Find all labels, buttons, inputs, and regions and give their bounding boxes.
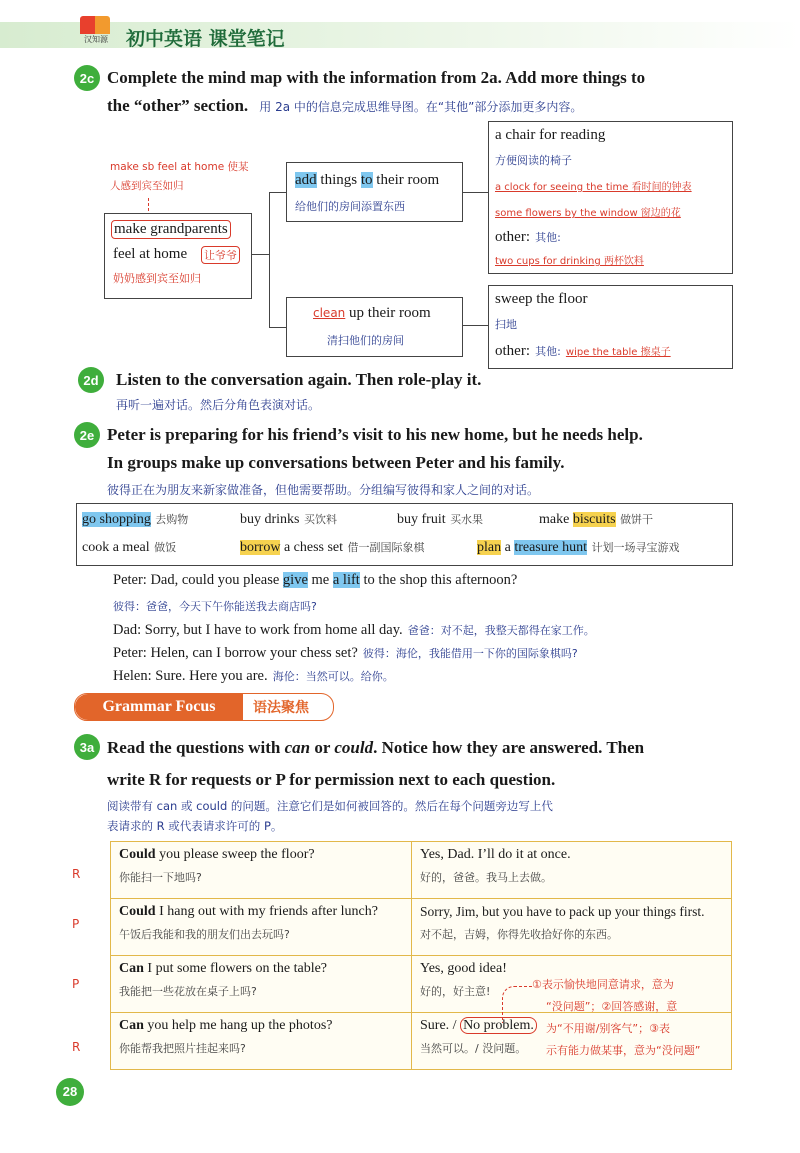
2c-line2-cn: 用 2a 中的信息完成思维导图。在“其他”部分添加更多内容。 <box>259 100 583 114</box>
q-bold: Could <box>119 847 156 862</box>
dialog-line-4 <box>113 665 394 685</box>
mark-row-2: P <box>72 917 80 931</box>
mindmap-add-box <box>286 162 463 222</box>
badge-2c: 2c <box>74 65 100 91</box>
q-text: I put some flowers on the table? <box>143 961 328 976</box>
2e-cn: 彼得正在为朋友来新家做准备，但他需要帮助。分组编写彼得和家人之间的对话。 <box>107 483 540 497</box>
clean-line <box>313 305 431 322</box>
q-text: you help me hang up the photos? <box>143 1018 333 1033</box>
q-bold: Can <box>119 961 144 976</box>
mindmap-add-details-box <box>488 121 733 274</box>
clean-word: clean <box>313 306 346 320</box>
make-word: make <box>539 512 573 527</box>
badge-2d: 2d <box>78 367 104 393</box>
3a-line2: write R for requests or P for permission next to each question. <box>107 770 556 789</box>
q-cn: 你能扫一下地吗? <box>119 871 202 884</box>
r1-other <box>495 226 561 246</box>
header-bar <box>0 22 800 48</box>
q-text: you please sweep the floor? <box>155 847 315 862</box>
r1-other-en: other: <box>495 229 530 245</box>
clean-rest: up their room <box>345 305 431 321</box>
logo <box>80 16 112 50</box>
mindmap-connector <box>269 192 286 193</box>
3a-could: could <box>334 738 374 757</box>
r2-other-cn: 其他: <box>535 345 561 358</box>
q-cn: 我能把一些花放在桌子上吗? <box>119 985 257 998</box>
clean-cn: 清扫他们的房间 <box>327 334 404 347</box>
question-cell <box>111 899 412 956</box>
q-text: I hang out with my friends after lunch? <box>155 904 378 919</box>
3a-can: can <box>284 738 311 757</box>
word-plan-hunt <box>477 539 679 556</box>
center-line2: feel at home <box>113 246 188 262</box>
q-bold: Could <box>119 904 156 919</box>
buy-fruit: buy fruit <box>397 512 446 527</box>
r1-line3: some flowers by the window 窗边的花 <box>495 208 681 219</box>
3a-or: or <box>310 738 335 757</box>
badge-2e: 2e <box>74 422 100 448</box>
answer-cell <box>412 899 732 956</box>
2c-line2-en: the “other” section. <box>107 96 249 115</box>
q-cn: 午饭后我能和我的朋友们出去玩吗? <box>119 928 290 941</box>
word-row-1 <box>82 511 188 528</box>
go-shopping-cn: 去购物 <box>155 513 189 526</box>
book-icon <box>80 16 110 34</box>
d4-cn: 海伦：当然可以。给你。 <box>272 670 394 683</box>
to-word: to <box>360 172 373 188</box>
a-text: Yes, good idea! <box>420 961 507 976</box>
d2-en: Dad: Sorry, but I have to work from home all day. <box>113 622 403 638</box>
3a-cn2: 表请求的 R 或代表请求许可的 P。 <box>107 819 283 833</box>
word-box <box>76 503 733 566</box>
r1-line4: two cups for drinking 两杯饮料 <box>495 256 644 267</box>
word-cook-meal <box>82 539 176 556</box>
table-row <box>111 842 732 899</box>
r1-line1: a chair for reading <box>495 127 606 143</box>
question-cell <box>111 1013 412 1070</box>
cook-meal: cook a meal <box>82 540 150 555</box>
question-cell <box>111 842 412 899</box>
word-make-biscuits <box>539 511 653 528</box>
header-title: 初中英语 课堂笔记 <box>126 28 285 50</box>
buy-fruit-cn: 买水果 <box>450 513 484 526</box>
dialog-line-2 <box>113 619 595 639</box>
2c-instruction-line2 <box>107 96 582 116</box>
d1-a: Peter: Dad, could you please <box>113 572 283 588</box>
3a-line1 <box>107 738 644 758</box>
mindmap-connector <box>269 327 286 328</box>
chess-set: a chess set <box>280 540 344 555</box>
d4-en: Helen: Sure. Here you are. <box>113 668 268 684</box>
r2-line1-cn: 扫地 <box>495 318 517 331</box>
2c-instruction-line1: Complete the mind map with the information from 2a. Add more things to <box>107 68 646 87</box>
biscuits-cn: 做饼干 <box>620 513 654 526</box>
logo-text: 汉知源 <box>84 35 108 44</box>
go-shopping: go shopping <box>82 512 151 527</box>
annotation-line-2: “没问题”；②回答感谢，意 <box>546 1000 678 1013</box>
a-cn: 当然可以。/ 没问题。 <box>420 1042 527 1055</box>
d1-b: me <box>307 572 333 588</box>
a-text: Yes, Dad. I’ll do it at once. <box>420 847 571 862</box>
word-buy-fruit <box>397 511 483 528</box>
3a-line1-b: . Notice how they are answered. Then <box>373 738 645 757</box>
answer-cell <box>412 842 732 899</box>
add-cn: 给他们的房间添置东西 <box>295 200 405 213</box>
center-line1: make grandparents <box>111 220 231 239</box>
3a-line1-a: Read the questions with <box>107 738 285 757</box>
q-cn: 你能帮我把照片挂起来吗? <box>119 1042 246 1055</box>
word-borrow-chess <box>240 539 424 556</box>
treasure-cn: 计划一场寻宝游戏 <box>591 541 680 554</box>
r1-line2: a clock for seeing the time 看时间的钟表 <box>495 182 692 193</box>
mark-row-4: R <box>72 1040 81 1054</box>
grammar-focus-en: Grammar Focus <box>75 694 243 720</box>
2d-instruction: Listen to the conversation again. Then role-play it. <box>116 370 482 389</box>
a-pre: Sure. / <box>420 1018 461 1033</box>
add-line <box>295 172 439 189</box>
d1-lift: a lift <box>332 572 360 588</box>
grammar-focus-banner <box>74 693 334 721</box>
2e-line2: In groups make up conversations between Peter and his family. <box>107 453 565 472</box>
a-text: Sorry, Jim, but you have to pack up your things first. <box>420 904 705 919</box>
mindmap-clean-details-box <box>488 285 733 369</box>
cook-meal-cn: 做饭 <box>154 541 177 554</box>
grammar-focus-cn: 语法聚焦 <box>253 700 309 716</box>
d3-en: Peter: Helen, can I borrow your chess set? <box>113 645 358 661</box>
a-cn: 对不起，吉姆，你得先收拾好你的东西。 <box>420 928 618 941</box>
a-cn: 好的，好主意! <box>420 985 491 998</box>
mindmap-note: make sb feel at home 使某人感到宾至如归 <box>110 161 249 192</box>
mark-row-3: P <box>72 977 80 991</box>
a-text: No problem. <box>460 1017 537 1034</box>
r2-other <box>495 340 671 360</box>
a-cn: 好的，爸爸。我马上去做。 <box>420 871 552 884</box>
question-cell <box>111 956 412 1013</box>
r2-line2: wipe the table 擦桌子 <box>565 347 671 358</box>
3a-cn1: 阅读带有 can 或 could 的问题。注意它们是如何被回答的。然后在每个问题旁边写上代 <box>107 799 553 813</box>
mindmap-center-box <box>104 213 252 299</box>
badge-3a: 3a <box>74 734 100 760</box>
buy-drinks: buy drinks <box>240 512 300 527</box>
mark-row-1: R <box>72 867 81 881</box>
r2-line1: sweep the floor <box>495 291 588 307</box>
mindmap-connector <box>250 254 270 255</box>
d1-c: to the shop this afternoon? <box>359 572 518 588</box>
mindmap-connector <box>461 325 488 326</box>
add-end: their room <box>372 172 440 188</box>
annotation-line-4: 示有能力做某事，意为“没问题” <box>546 1044 701 1057</box>
d3-cn: 彼得：海伦，我能借用一下你的国际象棋吗? <box>362 647 578 660</box>
mindmap-connector <box>269 192 270 328</box>
table-row <box>111 899 732 956</box>
chess-cn: 借一副国际象棋 <box>347 541 425 554</box>
word-buy-drinks <box>240 511 337 528</box>
2d-cn: 再听一遍对话。然后分角色表演对话。 <box>116 398 321 412</box>
q-bold: Can <box>119 1018 144 1033</box>
plan-word: plan <box>477 540 502 555</box>
annotation-connector <box>502 986 533 1023</box>
dialog-line-3 <box>113 642 578 662</box>
add-word: add <box>295 172 317 188</box>
page-number: 28 <box>56 1078 84 1106</box>
2e-line1: Peter is preparing for his friend’s visit to his new home, but he needs help. <box>107 425 643 444</box>
r1-line1-cn: 方便阅读的椅子 <box>495 154 572 167</box>
treasure-hunt: treasure hunt <box>514 540 588 555</box>
annotation-line-3: 为“不用谢/别客气”；③表 <box>546 1022 670 1035</box>
r2-other-en: other: <box>495 343 530 359</box>
mindmap-clean-box <box>286 297 463 357</box>
dialog-line-1 <box>113 572 517 589</box>
center-note: 让爷爷 <box>201 246 240 264</box>
mindmap-connector <box>461 192 488 193</box>
biscuits-word: biscuits <box>572 512 616 527</box>
d1-give: give <box>282 572 308 588</box>
a-word: a <box>501 540 515 555</box>
dialog-line-1-cn: 彼得：爸爸，今天下午你能送我去商店吗? <box>113 600 317 613</box>
add-mid: things <box>316 172 361 188</box>
d2-cn: 爸爸：对不起，我整天都得在家工作。 <box>407 624 595 637</box>
buy-drinks-cn: 买饮料 <box>303 513 337 526</box>
annotation-line-1: ①表示愉快地同意请求，意为 <box>532 978 674 991</box>
center-cn: 奶奶感到宾至如归 <box>113 272 201 285</box>
borrow-word: borrow <box>240 540 281 555</box>
r1-other-cn: 其他: <box>535 231 561 244</box>
